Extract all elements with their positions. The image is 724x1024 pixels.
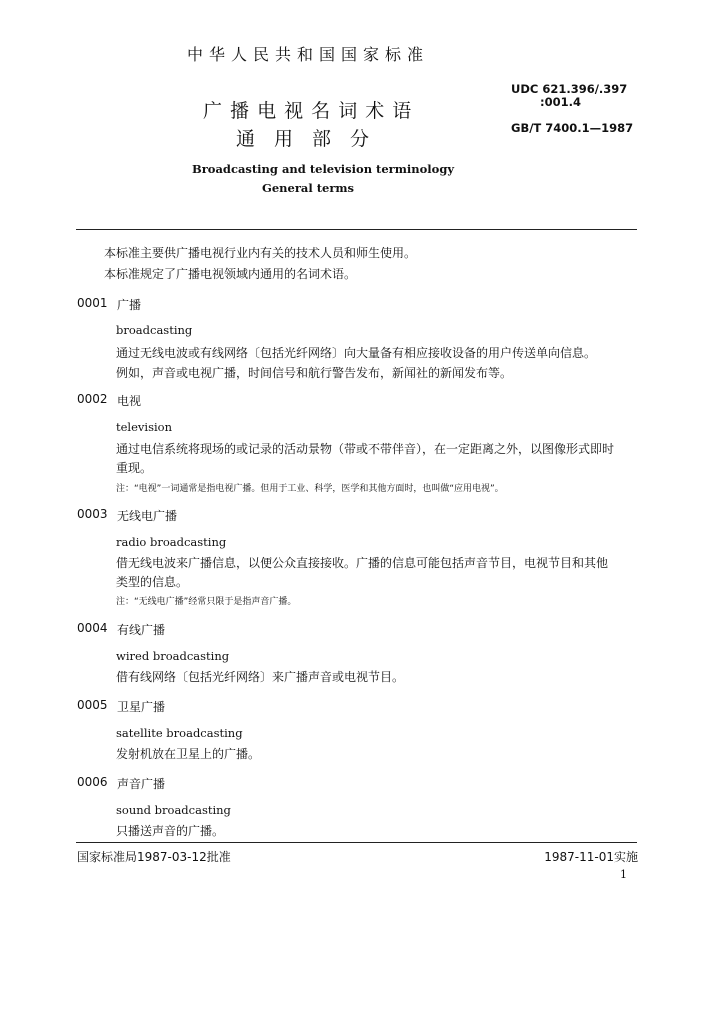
entry-term: 有线广播 <box>117 623 166 637</box>
entry-english-term: radio broadcasting <box>116 535 227 549</box>
entry-english-term: sound broadcasting <box>116 803 231 817</box>
entry-english-term: wired broadcasting <box>116 649 230 663</box>
approval-date: 国家标准局1987-03-12批准 <box>77 850 231 864</box>
entry-code: 0004 <box>77 621 108 635</box>
intro-paragraph-1: 本标准主要供广播电视行业内有关的技术人员和师生使用。 <box>104 246 417 260</box>
entry-note: 注：“无线电广播”经常只限于是指声音广播。 <box>116 597 297 607</box>
intro-paragraph-2: 本标准规定了广播电视领域内通用的名词术语。 <box>104 267 357 281</box>
entry-code: 0003 <box>77 507 108 521</box>
entry-definition: 通过无线电波或有线网络〔包括光纤网络〕向大量备有相应接收设备的用户传送单向信息。 <box>116 346 597 360</box>
header-rule <box>76 229 637 230</box>
entry-term: 声音广播 <box>117 777 166 791</box>
entry-term: 无线电广播 <box>117 509 178 523</box>
entry-definition: 类型的信息。 <box>116 575 189 589</box>
footer-rule <box>76 842 637 843</box>
entry-code: 0005 <box>77 698 108 712</box>
document-title-line1: 广 播 电 视 名 词 术 语 <box>203 100 413 122</box>
entry-english-term: satellite broadcasting <box>116 726 243 740</box>
entry-definition: 通过电信系统将现场的或记录的活动景物（带或不带伴音），在一定距离之外，以图像形式即时 <box>116 442 615 456</box>
entry-definition: 例如，声音或电视广播，时间信号和航行警告发布，新闻社的新闻发布等。 <box>116 366 513 380</box>
entry-definition: 只播送声音的广播。 <box>116 824 225 838</box>
national-standard-heading: 中华人民共和国国家标准 <box>187 45 430 64</box>
entry-definition: 重现。 <box>116 461 153 475</box>
entry-term: 卫星广播 <box>117 700 166 714</box>
entry-note: 注：“电视”一词通常是指电视广播。但用于工业、科学，医学和其他方面时，也叫做“应用电视”。 <box>116 484 504 494</box>
standard-number: GB/T 7400.1—1987 <box>511 121 634 135</box>
entry-code: 0002 <box>77 392 108 406</box>
entry-english-term: broadcasting <box>116 323 193 337</box>
entry-term: 广播 <box>117 298 142 312</box>
english-subtitle-1: Broadcasting and television terminology <box>192 162 455 176</box>
entry-definition: 借有线网络〔包括光纤网络〕来广播声音或电视节目。 <box>116 670 405 684</box>
udc-code-continued: :001.4 <box>540 95 581 109</box>
udc-code: UDC 621.396/.397 <box>511 82 628 96</box>
english-subtitle-2: General terms <box>262 181 355 195</box>
entry-code: 0006 <box>77 775 108 789</box>
entry-code: 0001 <box>77 296 108 310</box>
entry-term: 电视 <box>117 394 142 408</box>
document-title-line2: 通 用 部 分 <box>236 128 370 150</box>
page-number: 1 <box>620 868 627 881</box>
entry-english-term: television <box>116 420 172 434</box>
entry-definition: 发射机放在卫星上的广播。 <box>116 747 261 761</box>
effective-date: 1987-11-01实施 <box>544 850 638 864</box>
entry-definition: 借无线电波来广播信息，以便公众直接接收。广播的信息可能包括声音节目，电视节目和其他 <box>116 556 609 570</box>
